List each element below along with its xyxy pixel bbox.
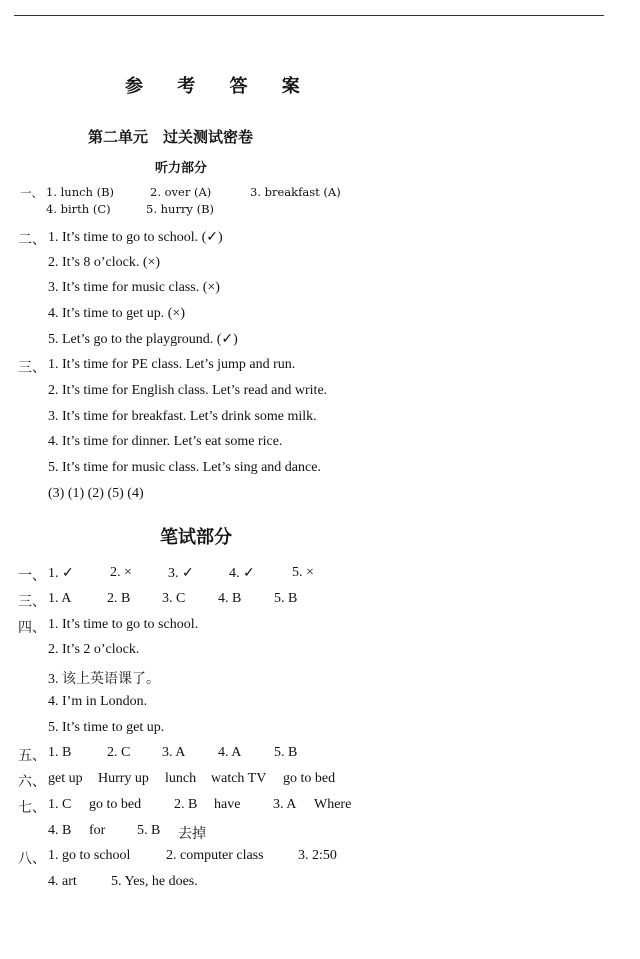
- answer-line: 5. It’s time for music class. Let’s sing and dance.: [48, 460, 321, 475]
- section-label: 三、: [18, 361, 46, 376]
- answer-item: 5. hurry (B): [146, 202, 215, 216]
- answer-item: 1. B: [48, 745, 72, 760]
- answer-line: 4. It’s time for dinner. Let’s eat some rice.: [48, 434, 283, 449]
- answer-item: 4. A: [218, 745, 242, 760]
- answer-line: 3. It’s time for breakfast. Let’s drink some milk.: [48, 409, 317, 424]
- answer-item: 2. B: [174, 797, 198, 812]
- answer-item: 3. A: [162, 745, 186, 760]
- answer-item: Where: [314, 797, 352, 812]
- listening-heading: 听力部分: [155, 161, 208, 176]
- answer-item: 4. birth (C): [46, 202, 111, 216]
- answer-item: 5. ×: [292, 565, 314, 580]
- answer-item: 5. B: [274, 591, 298, 606]
- answer-item: 4. B: [48, 823, 72, 838]
- answer-item: 去掉: [178, 827, 206, 842]
- answer-item: 1. lunch (B): [46, 185, 115, 199]
- answer-line: 2. It’s time for English class. Let’s read and write.: [48, 383, 328, 398]
- answer-item: 3. 2:50: [298, 848, 337, 863]
- answer-item: Hurry up: [98, 771, 149, 786]
- answer-line: 1. It’s time for PE class. Let’s jump and run.: [48, 357, 296, 372]
- answer-line: 3. It’s time for music class. (×): [48, 280, 220, 295]
- answer-line: 3. 该上英语课了。: [48, 672, 160, 687]
- answer-item: 2. B: [107, 591, 131, 606]
- writing-heading: 笔试部分: [160, 527, 232, 548]
- answer-line: 5. It’s time to get up.: [48, 720, 165, 735]
- answer-item: 2. C: [107, 745, 131, 760]
- answer-item: 3. C: [162, 591, 186, 606]
- answer-line: (3) (1) (2) (5) (4): [48, 486, 144, 501]
- answer-line: 2. It’s 2 o’clock.: [48, 642, 140, 657]
- section-label: 一、: [18, 569, 46, 584]
- answer-line: 2. It’s 8 o’clock. (×): [48, 255, 161, 270]
- answer-item: 5. Yes, he does.: [111, 874, 198, 889]
- page-title: 参 考 答 案: [125, 76, 314, 97]
- answer-line: 1. It’s time to go to school.: [48, 617, 199, 632]
- answer-item: 5. B: [274, 745, 298, 760]
- answer-item: 2. over (A): [150, 185, 212, 199]
- answer-item: 1. C: [48, 797, 72, 812]
- answer-item: 3. breakfast (A): [250, 185, 341, 199]
- answer-line: 4. It’s time to get up. (×): [48, 306, 185, 321]
- answer-item: 5. B: [137, 823, 161, 838]
- answer-item: 2. computer class: [166, 848, 264, 863]
- answer-item: 4. B: [218, 591, 242, 606]
- answer-item: 4. ✓: [229, 566, 255, 581]
- answer-item: get up: [48, 771, 83, 786]
- answer-line: 5. Let’s go to the playground. (✓): [48, 332, 238, 347]
- answer-item: 2. ×: [110, 565, 132, 580]
- answer-item: 3. A: [273, 797, 297, 812]
- answer-line: 1. It’s time to go to school. (✓): [48, 230, 223, 245]
- answer-item: for: [89, 823, 106, 838]
- section-label: 三、: [18, 595, 46, 610]
- answer-item: 1. go to school: [48, 848, 131, 863]
- section-label: 六、: [18, 775, 46, 790]
- answer-item: 4. art: [48, 874, 77, 889]
- answer-item: go to bed: [283, 771, 336, 786]
- answer-item: have: [214, 797, 241, 812]
- answer-item: 3. ✓: [168, 566, 194, 581]
- section-label: 二、: [18, 233, 46, 248]
- section-label: 五、: [18, 749, 46, 764]
- top-rule: [14, 15, 604, 16]
- unit-title: 第二单元 过关测试密卷: [88, 128, 254, 146]
- answer-item: 1. ✓: [48, 566, 74, 581]
- section-label: 七、: [18, 801, 46, 816]
- answer-item: 1. A: [48, 591, 72, 606]
- section-label: 四、: [18, 621, 46, 636]
- section-label: 八、: [18, 852, 46, 867]
- answer-item: watch TV: [211, 771, 267, 786]
- answer-item: lunch: [165, 771, 197, 786]
- answer-item: go to bed: [89, 797, 142, 812]
- section-label: 一、: [20, 186, 43, 200]
- answer-line: 4. I’m in London.: [48, 694, 148, 709]
